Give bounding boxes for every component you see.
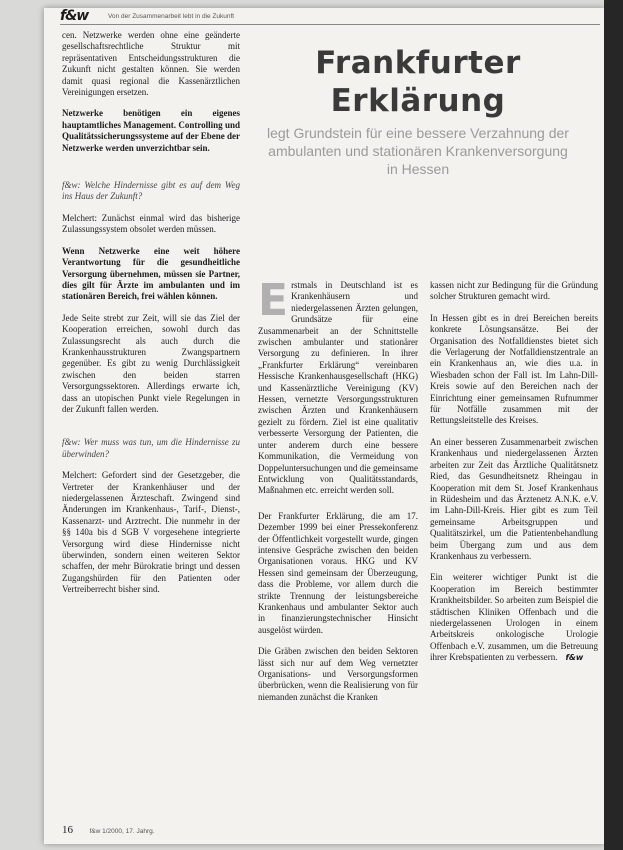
paragraph <box>430 572 598 663</box>
paragraph: kassen nicht zur Bedingung für die Gründung solcher Strukturen gemacht wird. <box>430 280 598 302</box>
paragraph-text: rstmals in Deutschland ist es Krankenhäusern und niedergelassenen Ärzten gelungen, Grundsätze für eine Zusammenarbeit an der Schnittstelle zwischen ambulanter und stationärer Versorgung zu definieren. In ihrer „Frankfurter Erklärung“ vereinbaren Hessische Krankenhausgesellschaft (HKG) und Kassenärztliche Vereinigung (KV) Hessen, vernetzte Versorgungsstrukturen zwischen Ärzten und Krankenhäusern gezielt zu fördern. Ziel ist eine qualitativ verbesserte Versorgung der Patienten, die unter anderem durch eine bessere Kommunikation, die Vermeidung von Doppeluntersuchungen und die gemeinsame Entwicklung von Qualitätsstandards, Maßnahmen etc. erreicht werden soll. <box>258 280 418 496</box>
issue-info: f&w 1/2000, 17. Jahrg. <box>89 828 155 835</box>
end-mark-logo: f&w <box>565 653 584 663</box>
paragraph-text: Ein weiterer wichtiger Punkt ist die Kooperation im Bereich bestimmter Krankheitsbilder. So arbeiten zum Beispiel die städtischen Kliniken Offenbach und die niedergelassenen Urologen in einem Arbeitskreis onkologische Urologie Offenbach e.V. zusammen, um die Betreuung ihrer Krebspatienten zu verbessern. <box>430 572 598 663</box>
magazine-logo: f&w <box>60 8 89 24</box>
left-column <box>62 30 240 606</box>
paragraph: Melchert: Gefordert sind der Gesetzgeber, die Vertreter der Krankenhäuser und der niedergelassenen Ärzteschaft. Zwingend sind Änderungen im Krankenhaus-, Tarif-, Dienst-, Kassenarzt- und Arztrecht. Die nunmehr in der §§ 140a bis d SGB V vorgesehene integrierte Versorgung wird diese Hindernisse nicht überwinden, sondern einen weiteren Sektor schaffen, der mehr Bürokratie bringt und dessen Zugangshürden für den Patienten oder Vertreiberrecht bisher sind. <box>62 470 240 595</box>
paragraph-bold: Netzwerke benötigen ein eigenes hauptamtliches Management. Controlling und Qualitätssicherungssysteme auf der Ebene der Netzwerke werden unverzichtbar sein. <box>62 108 240 153</box>
running-head: Von der Zusammenarbeit lebt in die Zukunft <box>108 13 235 20</box>
middle-column <box>258 275 418 713</box>
title-line-1: Frankfurter <box>315 45 521 81</box>
page-number: 16 <box>62 824 73 836</box>
scan-edge <box>604 0 623 850</box>
paragraph: Melchert: Zunächst einmal wird das bisherige Zulassungssystem obsolet werden müssen. <box>62 212 240 235</box>
paragraph-with-dropcap <box>258 275 418 497</box>
paragraph: In Hessen gibt es in drei Bereichen bereits konkrete Lösungsansätze. Bei der Organisation des Notfalldienstes bietet sich die Verlagerung der Notfalldienstzentrale an ein Krankenhaus an, wie dies u.a. in Wiesbaden schon der Fall ist. Im Lahn-Dill-Kreis sowie auf den Bereichen nach der Einrichtung einer gemeinsamen Rufnummer für Notfälle zusammen mit der Rettungsleitstelle des Kreises. <box>430 312 598 426</box>
paragraph: Jede Seite strebt zur Zeit, will sie das Ziel der Kooperation erreichen, sowohl durch das Zulassungsrecht als auch durch die Krankenhausstrukturen Zwangspartnern gegenüber. Es gibt zu wenig Durchlässigkeit zwischen den beiden starren Versorgungssektoren. Allerdings erwarte ich, dass an utopischen Punkt viele Regelungen in der Zukunft fallen werden. <box>62 312 240 414</box>
interview-question: f&w: Welche Hindernisse gibt es auf dem Weg ins Haus der Zukunft? <box>62 180 240 202</box>
right-column <box>430 280 598 674</box>
article-title <box>262 44 574 120</box>
paragraph: cen. Netzwerke werden ohne eine geänderte gesellschaftsrechtliche Struktur mit repräsentativen Entscheidungsstrukturen die Zukunft nicht gestalten können. Sie werden damit quasi regional die Kassenärztlichen Vereinigungen ersetzen. <box>62 30 240 98</box>
paragraph: Der Frankfurter Erklärung, die am 17. Dezember 1999 bei einer Pressekonferenz der Öffentlichkeit vorgestellt wurde, gingen intensive Gespräche zwischen den beiden Organisationen voraus. HKG und KV Hessen sind gemeinsam der Überzeugung, dass die Probleme, vor allem durch die strikte Trennung der leistungsbereiche Krankenhaus und ambulanter Sektor auch in finanzierungstechnischer Hinsicht ausgelöst würden. <box>258 510 418 635</box>
article-subtitle: legt Grundstein für eine bessere Verzahnung der ambulanten und stationären Krankenversorgung in Hessen <box>267 125 569 177</box>
page-footer <box>62 824 155 836</box>
drop-cap: E <box>258 275 289 326</box>
title-line-2: Erklärung <box>330 83 506 119</box>
paragraph: Die Gräben zwischen den beiden Sektoren lässt sich nur auf dem Weg vernetzter Organisations- und Versorgungsformen überbrücken, wenn die Realisierung von für niemanden zunächst die Kranken <box>258 646 418 702</box>
paragraph-bold: Wenn Netzwerke eine weit höhere Verantwortung für die gesundheitliche Versorgung übernehmen, müssen sie Partner, dies gilt für Ärzte im ambulanten und im stationären Bereich, frei wählen können. <box>62 245 240 302</box>
paragraph: An einer besseren Zusammenarbeit zwischen Krankenhaus und niedergelassenen Ärzten arbeiten zur Zeit das Ärztliche Qualitätsnetz Ried, das Gesundheitsnetz Rheingau in Kooperation mit dem St. Josef Krankenhaus in Rüdesheim und das Ärztenetz A.N.K. e.V. im Lahn-Dill-Kreis. Hier gibt es zum Teil gemeinsame Arbeitsgruppen und Qualitätszirkel, um die Patientenbehandlung beim Übergang zum und aus dem Krankenhaus zu verbessern. <box>430 436 598 561</box>
interview-question: f&w: Wer muss was tun, um die Hindernisse zu überwinden? <box>62 437 240 459</box>
